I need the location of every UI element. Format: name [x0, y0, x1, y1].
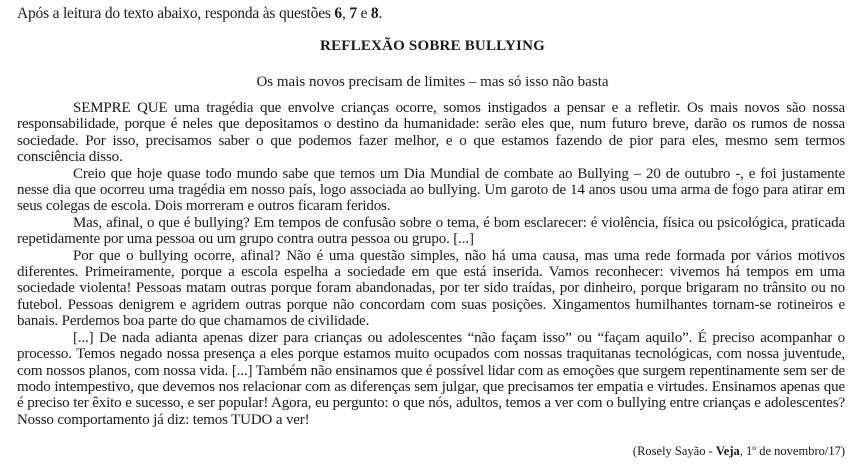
paragraph-2: Creio que hoje quase todo mundo sabe que temos um Dia Mundial de combate ao Bullying – 20 de outubro -, e foi justamente nesse dia que ocorreu uma tragédia em nosso país, logo associada ao bullying. Um garoto de 14 anos usou uma arma de fogo para atirar em seus colegas de escola. Dois morreram e outros ficaram feridos. [17, 165, 845, 215]
paragraph-1: SEMPRE QUE uma tragédia que envolve crianças ocorre, somos instigados a pensar e a refletir. Os mais novos são nossa responsabilidade, porque é neles que depositamos o destino da humanidade: serão eles que, num futuro breve, darão os rumos de nossa sociedade. Por isso, precisamos saber o que podemos fazer melhor, e o que estamos fazendo de pior para eles, mesmo sem termos consciência disso. [17, 100, 845, 166]
instruction-separator: , [341, 5, 350, 22]
instruction-line [17, 5, 382, 23]
source-citation [633, 444, 845, 459]
article-body [17, 100, 845, 428]
article-subtitle: Os mais novos precisam de limites – mas só isso não basta [256, 74, 609, 90]
instruction-and: e [356, 5, 371, 22]
source-author: (Rosely Sayão - [632, 444, 716, 458]
question-number-8: 8 [370, 5, 379, 22]
question-number-7: 7 [349, 5, 357, 22]
question-number-6: 6 [334, 5, 342, 22]
paragraph-3: Mas, afinal, o que é bullying? Em tempos de confusão sobre o tema, é bom esclarecer: é violência, física ou psicológica, praticada repetidamente por uma pessoa ou um grupo contra outra pessoa ou grupo. [...] [17, 214, 845, 248]
instruction-suffix: . [378, 5, 383, 22]
source-date: , 1º de novembro/17) [739, 444, 845, 458]
paragraph-5: [...] De nada adianta apenas dizer para crianças ou adolescentes “não façam isso” ou “façam aquilo”. É preciso acompanhar o processo. Temos negado nossa presença a eles porque estamos muito ocupados com nossas traquitanas tecnológicas, com nossa juventude, com nossos planos, com nossa vida. [...] Também não ensinamos que é possível lidar com as emoções que surgem repentinamente sem ser de modo intempestivo, que devemos nos relacionar com as diferenças sem julgar, que precisamos ter empatia e virtudes. Ensinamos apenas que é preciso ter êxito e sucesso, e ser popular! Agora, eu pergunto: o que nós, adultos, temos a ver com o bullying entre crianças e adolescentes? Nosso comportamento já diz: temos TUDO a ver! [17, 329, 845, 428]
source-publication: Veja [715, 444, 740, 458]
paragraph-4: Por que o bullying ocorre, afinal? Não é uma questão simples, não há uma causa, mas uma rede formada por vários motivos diferentes. Primeiramente, porque a escola espelha a sociedade em que está inserida. Vamos reconhecer: vivemos há tempos em uma sociedade violenta! Pessoas matam outras porque foram abandonadas, por ter sido traídas, por dinheiro, porque brigaram no trânsito ou no futebol. Pessoas denigrem e agridem outras porque não concordam com suas posições. Xingamentos humilhantes tornam-se rotineiros e banais. Perdemos boa parte do que chamamos de civilidade. [17, 247, 845, 330]
article-title: REFLEXÃO SOBRE BULLYING [320, 38, 545, 54]
instruction-prefix: Após a leitura do texto abaixo, responda às questões [17, 5, 335, 22]
